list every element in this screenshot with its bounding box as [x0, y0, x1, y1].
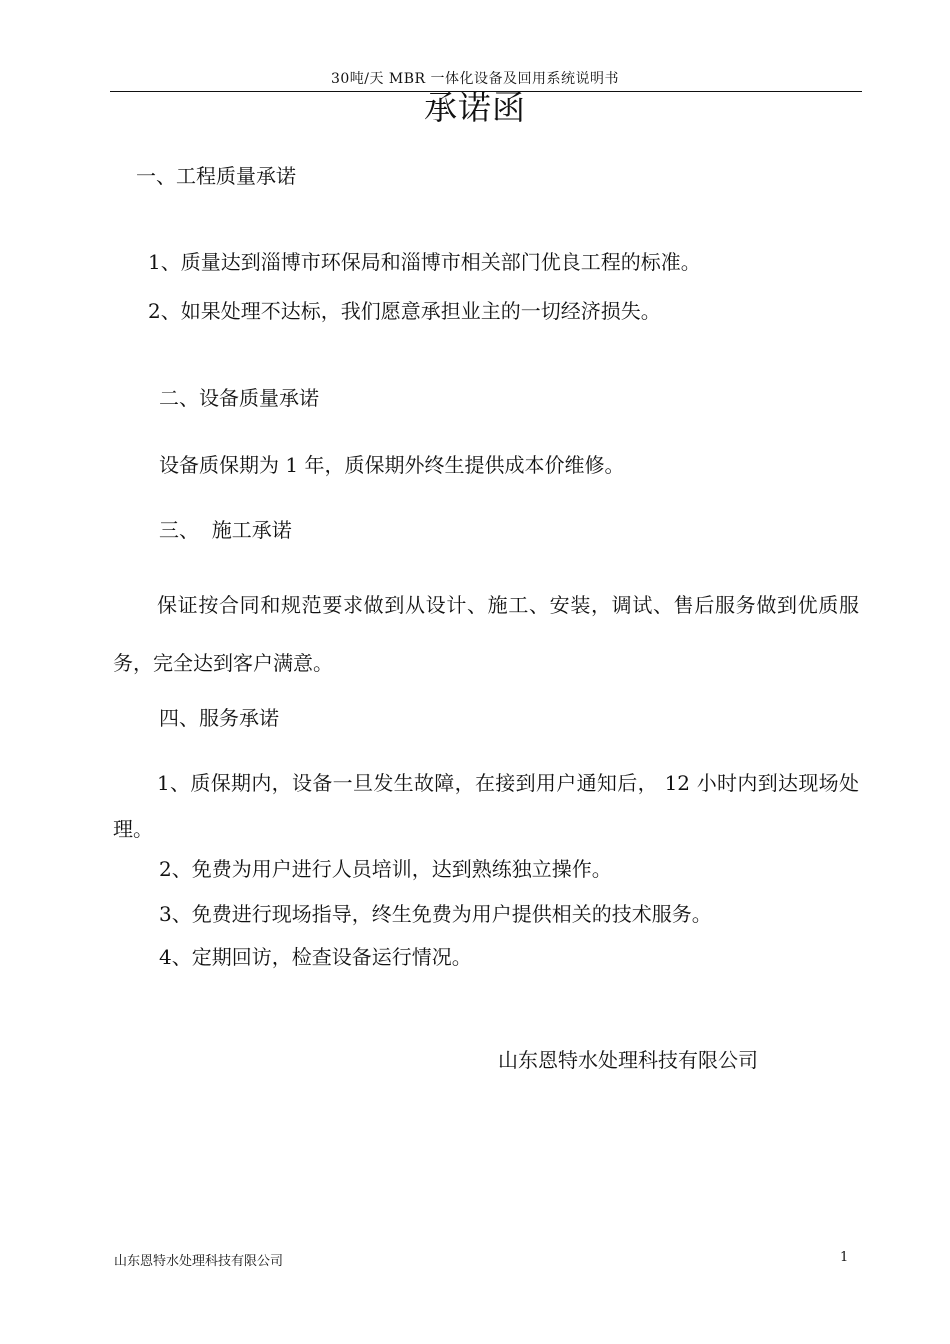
section-3-heading: 三、 施工承诺	[159, 518, 292, 542]
footer-company: 山东恩特水处理科技有限公司	[114, 1254, 284, 1269]
section-1-heading: 一、工程质量承诺	[136, 164, 296, 188]
company-signature: 山东恩特水处理科技有限公司	[498, 1048, 758, 1072]
section-4-item-1: 1、质保期内，设备一旦发生故障，在接到用户通知后， 12 小时内到达现场处理。	[113, 771, 859, 841]
page-number: 1	[840, 1250, 849, 1265]
section-4-item-2: 2、免费为用户进行人员培训，达到熟练独立操作。	[159, 857, 612, 881]
section-4-item-3: 3、免费进行现场指导，终生免费为用户提供相关的技术服务。	[159, 902, 712, 926]
section-4-item-4: 4、定期回访，检查设备运行情况。	[159, 945, 472, 969]
section-1-item-1: 1、质量达到淄博市环保局和淄博市相关部门优良工程的标准。	[148, 250, 701, 274]
running-header: 30吨/天 MBR 一体化设备及回用系统说明书	[330, 71, 620, 87]
section-2-heading: 二、设备质量承诺	[159, 386, 319, 410]
section-4-heading: 四、服务承诺	[159, 706, 279, 730]
section-2-text: 设备质保期为 1 年，质保期外终生提供成本价维修。	[159, 453, 625, 477]
page-title: 承诺函	[424, 88, 526, 127]
section-3-text: 保证按合同和规范要求做到从设计、施工、安装，调试、售后服务做到优质服务，完全达到客户满意。	[113, 593, 859, 675]
section-1-item-2: 2、如果处理不达标，我们愿意承担业主的一切经济损失。	[148, 299, 661, 323]
